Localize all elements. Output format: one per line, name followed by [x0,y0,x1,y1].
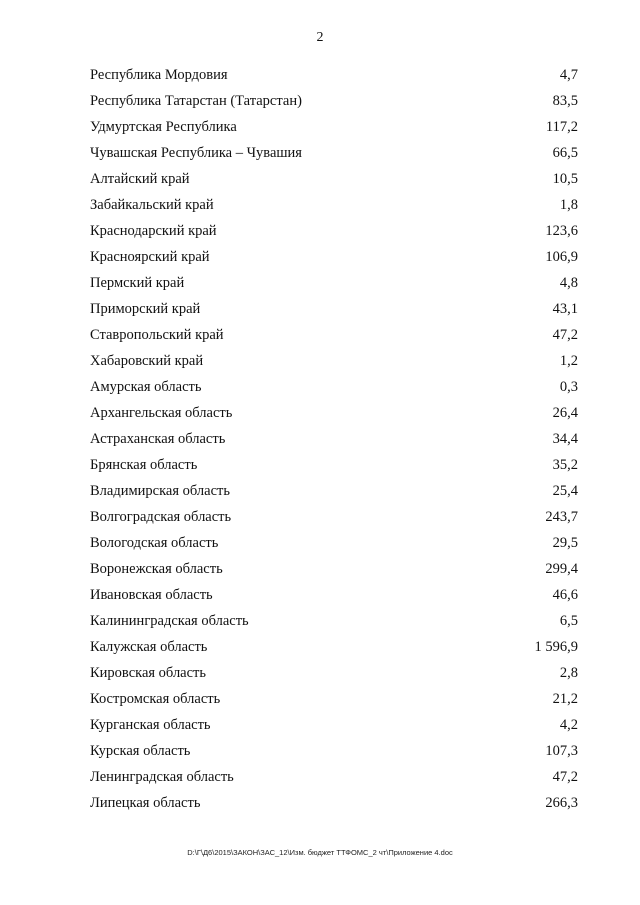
region-name: Архангельская область [90,405,233,421]
region-value: 243,7 [545,509,578,525]
region-value: 47,2 [552,327,578,343]
region-value: 47,2 [552,769,578,785]
region-value: 10,5 [552,171,578,187]
region-value: 2,8 [559,665,578,681]
table-row [90,400,578,426]
table-row [90,374,578,400]
region-name: Удмуртская Республика [90,119,237,135]
region-name: Приморский край [90,301,201,317]
region-name: Кировская область [90,665,207,681]
table-row [90,478,578,504]
table-row [90,686,578,712]
table-row [90,114,578,140]
region-value: 4,7 [559,67,578,83]
table-row [90,270,578,296]
region-name: Краснодарский край [90,223,217,239]
region-value: 1,2 [559,353,578,369]
table-row [90,634,578,660]
region-name: Республика Татарстан (Татарстан) [90,93,302,109]
region-value: 21,2 [552,691,578,707]
region-value: 0,3 [559,379,578,395]
table-row [90,244,578,270]
region-name: Забайкальский край [90,197,214,213]
table-row [90,712,578,738]
table-row [90,452,578,478]
region-name: Ставропольский край [90,327,224,343]
region-value: 25,4 [552,483,578,499]
table-row [90,426,578,452]
region-name: Владимирская область [90,483,230,499]
table-row [90,556,578,582]
region-value: 6,5 [559,613,578,629]
region-name: Пермский край [90,275,185,291]
region-value: 107,3 [545,743,578,759]
region-value: 117,2 [545,119,578,135]
region-name: Амурская область [90,379,202,395]
region-name: Волгоградская область [90,509,232,525]
region-value: 123,6 [545,223,578,239]
table-row [90,322,578,348]
region-name: Алтайский край [90,171,190,187]
region-value: 266,3 [545,795,578,811]
region-value: 26,4 [552,405,578,421]
table-row [90,660,578,686]
region-name: Вологодская область [90,535,219,551]
table-row [90,62,578,88]
table-row [90,608,578,634]
region-value: 299,4 [545,561,578,577]
table-row [90,192,578,218]
table-row [90,738,578,764]
table-row [90,790,578,816]
region-value: 83,5 [552,93,578,109]
region-value: 43,1 [552,301,578,317]
table-row [90,764,578,790]
region-value: 34,4 [552,431,578,447]
table-row [90,88,578,114]
table-row [90,348,578,374]
region-name: Курганская область [90,717,211,733]
region-name: Брянская область [90,457,198,473]
region-value: 35,2 [552,457,578,473]
region-name: Костромская область [90,691,221,707]
region-value: 4,8 [559,275,578,291]
region-table [90,62,578,816]
page-number: 2 [316,30,324,45]
region-value: 29,5 [552,535,578,551]
table-row [90,582,578,608]
table-row [90,296,578,322]
region-name: Воронежская область [90,561,223,577]
region-name: Республика Мордовия [90,67,228,83]
region-value: 1 596,9 [534,639,578,655]
region-name: Ивановская область [90,587,213,603]
region-name: Ленинградская область [90,769,234,785]
table-row [90,504,578,530]
region-value: 66,5 [552,145,578,161]
region-name: Чувашская Республика – Чувашия [90,145,302,161]
region-name: Калининградская область [90,613,249,629]
region-name: Курская область [90,743,191,759]
region-value: 4,2 [559,717,578,733]
file-path-footer: D:\Г\Д6\2015\ЗАКОН\ЗАС_12\Изм. бюджет ТТФОМС_2 чт\Приложение 4.doc [187,848,453,857]
region-name: Калужская область [90,639,208,655]
region-name: Хабаровский край [90,353,204,369]
region-value: 46,6 [552,587,578,603]
table-row [90,166,578,192]
table-row [90,218,578,244]
region-name: Астраханская область [90,431,226,447]
table-row [90,140,578,166]
region-value: 1,8 [559,197,578,213]
region-value: 106,9 [545,249,578,265]
region-name: Красноярский край [90,249,210,265]
region-name: Липецкая область [90,795,201,811]
table-row [90,530,578,556]
